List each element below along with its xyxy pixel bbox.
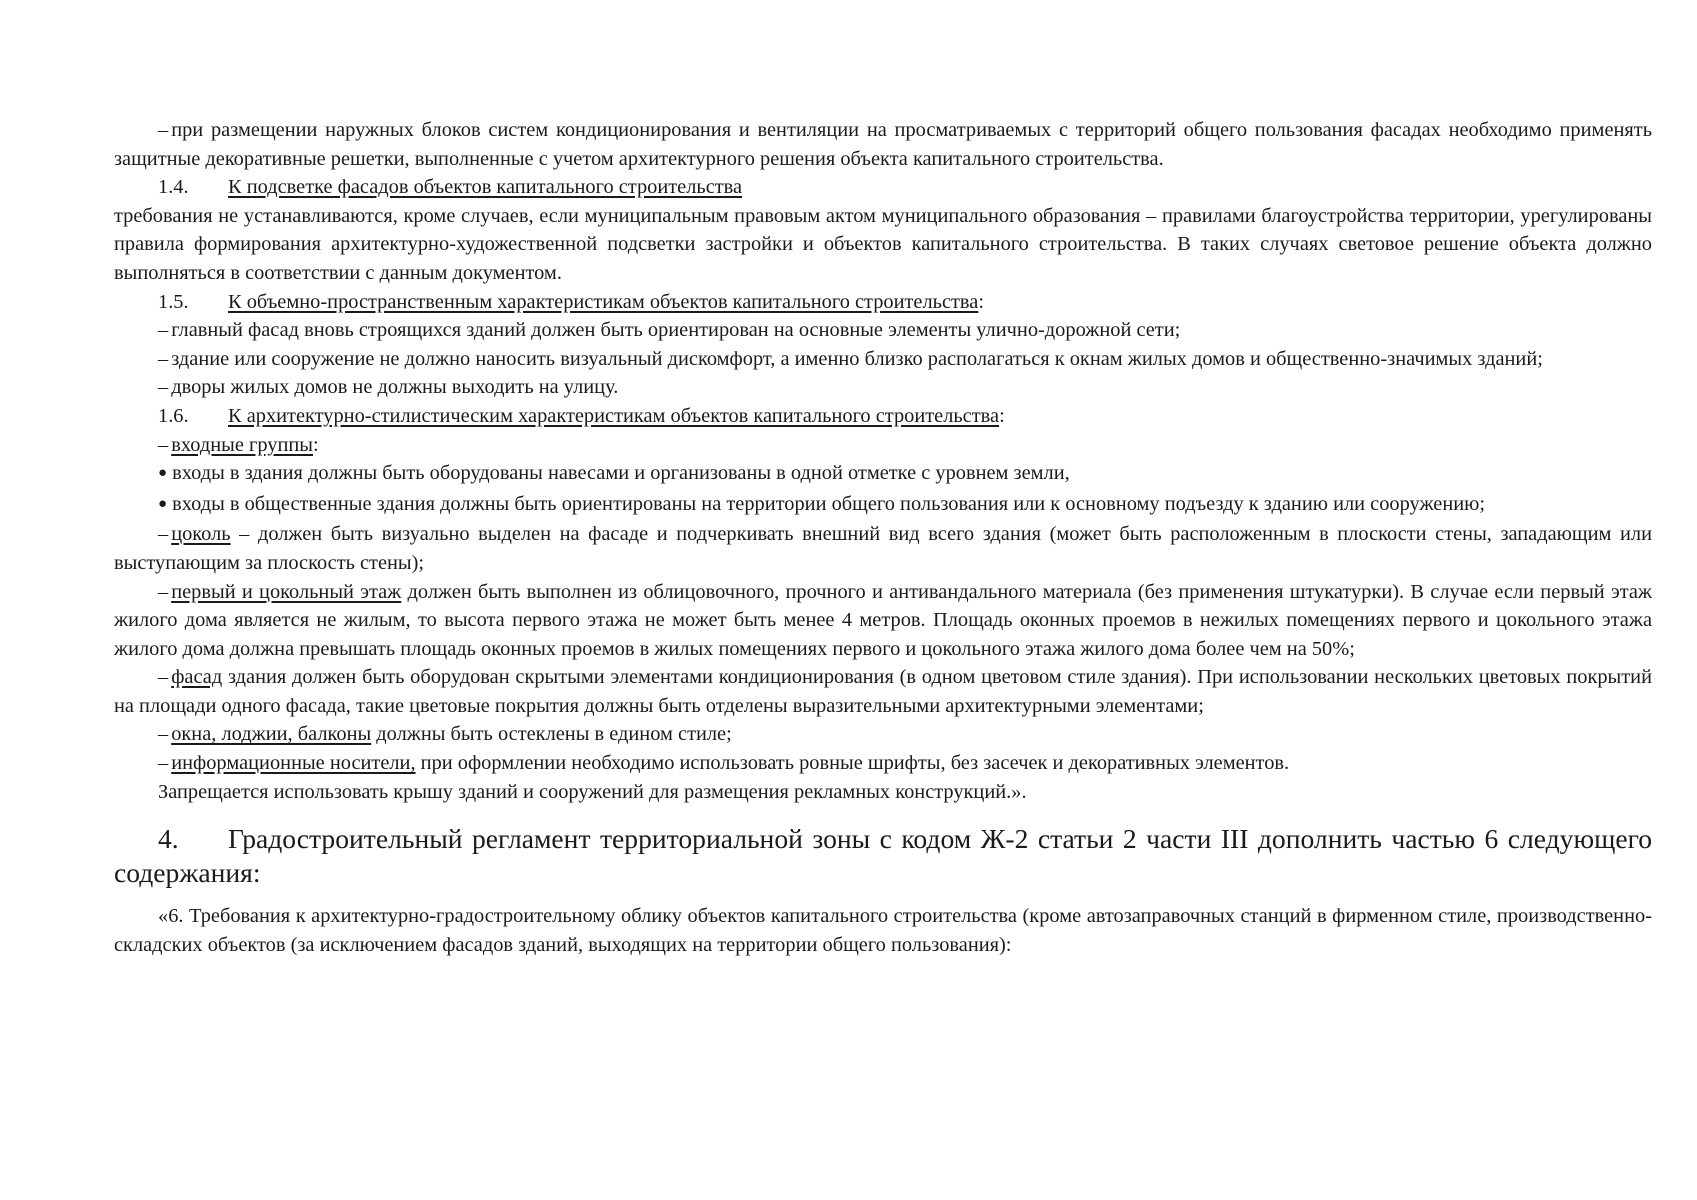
dash-marker: – xyxy=(158,580,169,603)
heading-number: 1.6. xyxy=(158,404,189,427)
paragraph-text: должны быть остеклены в едином стиле; xyxy=(371,723,732,746)
paragraph-colon: : xyxy=(313,433,319,456)
paragraph-facade xyxy=(114,663,1652,720)
heading-1-5 xyxy=(114,288,1652,317)
heading-title: К архитектурно-стилистическим характеристикам объектов капитального строительства xyxy=(228,404,1000,427)
dash-marker: – xyxy=(158,119,169,141)
paragraph-text: при оформлении необходимо использовать ровные шрифты, без засечек и декоративных элементов. xyxy=(415,752,1290,775)
heading-colon: : xyxy=(978,290,985,313)
paragraph-visual-discomfort xyxy=(114,345,1652,374)
dash-marker: – xyxy=(158,319,169,342)
heading-title: К объемно-пространственным характеристикам объектов капитального строительства xyxy=(228,290,979,313)
underlined-term: окна, лоджии, балконы xyxy=(171,723,372,746)
paragraph-text: здание или сооружение не должно наносить визуальный дискомфорт, а именно близко располагаться к окнам жилых домов и общественно-значимых зданий; xyxy=(171,347,1543,370)
paragraph-text: Запрещается использовать крышу зданий и сооружений для размещения рекламных конструкций.». xyxy=(158,780,1027,803)
paragraph-courtyards xyxy=(114,373,1652,402)
paragraph-text: – должен быть визуально выделен на фасаде и подчеркивать внешний вид всего здания (может быть расположенным в плоскости стены, западающим или выступающим за плоскость стены); xyxy=(114,523,1652,574)
paragraph-air-conditioning-grilles xyxy=(114,116,1652,173)
paragraph-text: дворы жилых домов не должны выходить на улицу. xyxy=(171,376,619,399)
paragraph-windows-balconies xyxy=(114,720,1652,749)
bullet-icon: ● xyxy=(158,495,168,512)
paragraph-plinth xyxy=(114,520,1652,577)
bullet-item-canopies xyxy=(114,459,1652,490)
dash-marker: – xyxy=(158,347,169,370)
dash-marker: – xyxy=(158,752,169,775)
paragraph-main-facade xyxy=(114,316,1652,345)
paragraph-text: главный фасад вновь строящихся зданий должен быть ориентирован на основные элементы улично-дорожной сети; xyxy=(171,319,1181,342)
dash-marker: – xyxy=(158,376,169,399)
underlined-term: фасад xyxy=(171,666,223,689)
bullet-text: входы в здания должны быть оборудованы навесами и организованы в одной отметке с уровнем земли, xyxy=(172,462,1070,485)
dash-marker: – xyxy=(158,723,169,746)
dash-marker: – xyxy=(158,433,169,456)
underlined-term: первый и цокольный этаж xyxy=(171,580,402,603)
dash-marker: – xyxy=(158,523,169,546)
paragraph-text: здания должен быть оборудован скрытыми элементами кондиционирования (в одном цветовом стиле здания). При использовании нескольких цветовых покрытий на площади одного фасада, такие цветовые покрытия должны быть отделены выразительными архитектурными элементами; xyxy=(114,666,1652,717)
paragraph-ground-floor xyxy=(114,578,1652,664)
heading-number: 4. xyxy=(158,823,179,855)
heading-text: Градостроительный регламент территориальной зоны с кодом Ж-2 статьи 2 части III дополнить частью 6 следующего содержания: xyxy=(114,823,1652,889)
underlined-term: входные группы xyxy=(171,433,314,456)
paragraph-lighting-requirements xyxy=(114,202,1652,288)
heading-1-4 xyxy=(114,173,1652,202)
paragraph-text: требования не устанавливаются, кроме случаев, если муниципальным правовым актом муниципального образования – правилами благоустройства территории, урегулированы правила формирования архитектурно-художественной подсветки застройки и объектов капитального строительства. В таких случаях световое решение объекта должно выполняться в соответствии с данным документом. xyxy=(114,204,1652,284)
bullet-text: входы в общественные здания должны быть ориентированы на территории общего пользования или к основному подъезду к зданию или сооружению; xyxy=(172,492,1486,515)
heading-title: К подсветке фасадов объектов капитального строительства xyxy=(228,176,743,199)
paragraph-text: при размещении наружных блоков систем кондиционирования и вентиляции на просматриваемых с территорий общего пользования фасадах необходимо применять защитные декоративные решетки, выполненные с учетом архитектурного решения объекта капитального строительства. xyxy=(114,119,1652,170)
paragraph-information-carriers xyxy=(114,749,1652,778)
heading-number: 1.5. xyxy=(158,290,189,313)
paragraph-entrance-groups xyxy=(114,431,1652,460)
bullet-icon: ● xyxy=(158,465,168,482)
document-page xyxy=(114,116,1652,959)
paragraph-roof-advertising xyxy=(114,778,1652,807)
heading-colon: : xyxy=(999,404,1005,427)
paragraph-requirements-6 xyxy=(114,902,1652,959)
underlined-term: информационные носители, xyxy=(171,752,416,775)
bullet-item-public-entrances xyxy=(114,490,1652,521)
paragraph-text: «6. Требования к архитектурно-градостроительному облику объектов капитального строительства (кроме автозаправочных станций в фирменном стиле, производственно-складских объектов (за исключением фасадов зданий, выходящих на территории общего пользования): xyxy=(114,905,1652,956)
underlined-term: цоколь xyxy=(171,523,231,546)
dash-marker: – xyxy=(158,666,169,689)
heading-section-4 xyxy=(114,822,1652,890)
paragraph-text: должен быть выполнен из облицовочного, прочного и антивандального материала (без применения штукатурки). В случае если первый этаж жилого дома является не жилым, то высота первого этажа не может быть менее 4 метров. Площадь оконных проемов в нежилых помещениях первого и цокольного этажа жилого дома должна превышать площадь оконных проемов в жилых помещениях первого и цокольного этажа жилого дома более чем на 50%; xyxy=(114,580,1652,660)
heading-number: 1.4. xyxy=(158,176,189,199)
heading-1-6 xyxy=(114,402,1652,431)
